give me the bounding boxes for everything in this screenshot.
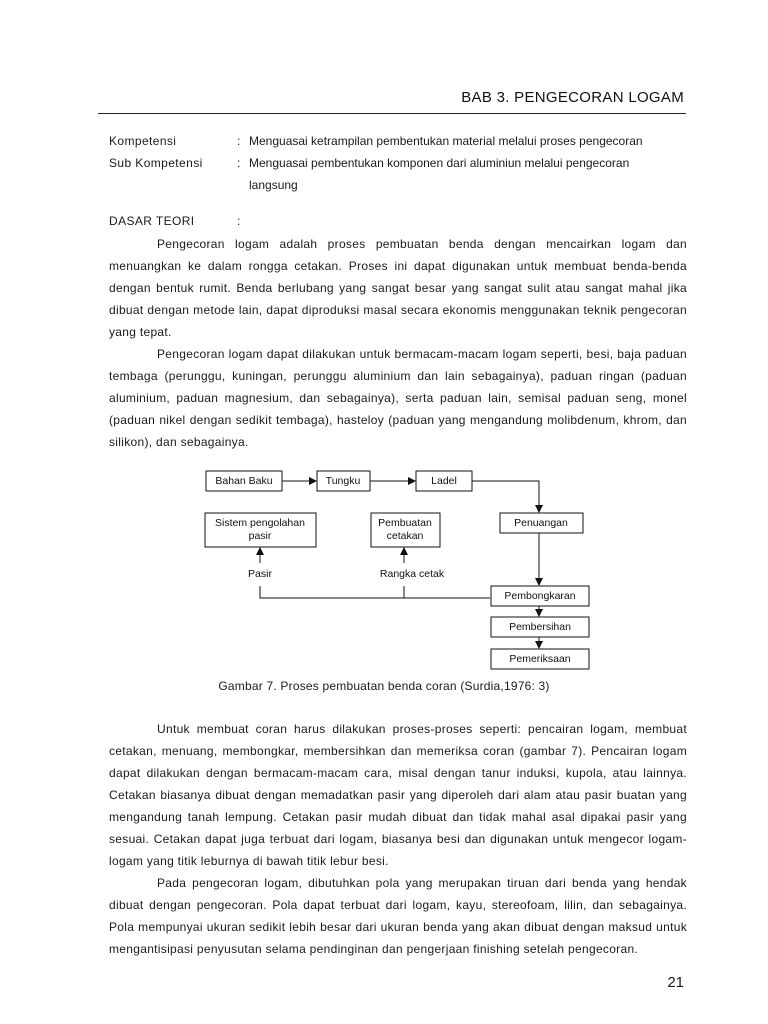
outro-text bbox=[109, 718, 687, 960]
label-penuangan: Penuangan bbox=[514, 517, 568, 529]
label-pembuatan-line2: cetakan bbox=[386, 530, 424, 542]
label-pembongkaran: Pembongkaran bbox=[504, 590, 576, 602]
outro-paragraph-1: Untuk membuat coran harus dilakukan proses-proses seperti: pencairan logam, membuat cetakan, menuang, membongkar, membersihkan dan memeriksa coran (gambar 7). Pencairan logam dapat dilakukan dengan bermacam-macam cara, misal dengan tanur induksi, kupola, atau lainnya. Cetakan biasanya dibuat dengan memadatkan pasir yang diperoleh dari alam atau pasir buatan yang mengandung tanah lempung. Cetakan pasir mudah dibuat dan tidak mahal asal dipakai pasir yang sesuai. Cetakan dapat juga terbuat dari logam, biasanya besi dan digunakan untuk mengecor logam-logam yang titik leburnya di bawah titik lebur besi. bbox=[109, 722, 687, 868]
kompetensi-value: Menguasai ketrampilan pembentukan material melalui proses pengecoran bbox=[249, 134, 643, 148]
label-pemeriksaan: Pemeriksaan bbox=[509, 653, 571, 665]
dasar-teori-label: DASAR TEORI bbox=[109, 214, 195, 228]
label-tungku: Tungku bbox=[325, 475, 361, 487]
arrow-ladel-to-penuangan bbox=[472, 481, 539, 512]
box-pembuatan-cetakan bbox=[371, 513, 440, 547]
label-sistem-line1: Sistem pengolahan bbox=[215, 517, 305, 529]
kompetensi-label: Kompetensi bbox=[109, 134, 177, 148]
sub-kompetensi-value-line2: langsung bbox=[249, 178, 298, 192]
dasar-teori-colon: : bbox=[237, 214, 241, 228]
label-ladel: Ladel bbox=[431, 475, 457, 487]
box-penuangan bbox=[500, 513, 583, 533]
label-bahan-baku: Bahan Baku bbox=[215, 475, 273, 487]
box-tungku bbox=[317, 471, 370, 491]
intro-paragraph-1: Pengecoran logam adalah proses pembuatan benda dengan mencairkan logam dan menuangkan ke dalam rongga cetakan. Proses ini dapat digunakan untuk membuat benda-benda dengan bentuk rumit. Benda berlubang yang sangat besar yang sangat sulit atau sangat mahal jika dibuat dengan metode lain, dapat diproduksi masal secara ekonomis menggunakan teknik pengecoran yang tepat. bbox=[109, 237, 687, 339]
chapter-title: BAB 3. PENGECORAN LOGAM bbox=[461, 89, 684, 106]
box-sistem-pengolahan-pasir bbox=[205, 513, 316, 547]
header-rule bbox=[98, 113, 686, 114]
sub-kompetensi-colon: : bbox=[237, 156, 241, 170]
outro-paragraph-2: Pada pengecoran logam, dibutuhkan pola yang merupakan tiruan dari benda yang hendak dibuat dengan pengecoran. Pola dapat terbuat dari logam, kayu, stereofoam, lilin, dan sebagainya. Pola mempunyai ukuran sedikit lebih besar dari ukuran benda yang akan dibuat dengan maksud untuk mengantisipasi penyusutan selama pendinginan dan pengerjaan finishing setelah pengecoran. bbox=[109, 876, 687, 956]
box-ladel bbox=[416, 471, 472, 491]
intro-text bbox=[109, 233, 687, 453]
return-line-pasir bbox=[260, 586, 490, 598]
figure-caption: Gambar 7. Proses pembuatan benda coran (Surdia,1976: 3) bbox=[218, 679, 550, 693]
sub-kompetensi-value-line1: Menguasai pembentukan komponen dari aluminiun melalui pengecoran bbox=[249, 156, 630, 170]
box-pembongkaran bbox=[491, 586, 589, 606]
label-pasir: Pasir bbox=[248, 568, 272, 580]
label-pembersihan: Pembersihan bbox=[509, 621, 571, 633]
intro-paragraph-2: Pengecoran logam dapat dilakukan untuk bermacam-macam logam seperti, besi, baja paduan tembaga (perunggu, kuningan, perunggu aluminium dan lain sebagainya), paduan ringan (paduan aluminium, paduan magnesium, dan sebagainya), serta paduan lain, semisal paduan seng, monel (paduan nikel dengan sedikit tembaga), hasteloy (paduan yang mengandung molibdenum, khrom, dan silikon), dan sebagainya. bbox=[109, 347, 687, 449]
box-bahan-baku bbox=[206, 471, 282, 491]
sub-kompetensi-label: Sub Kompetensi bbox=[109, 156, 203, 170]
page-number: 21 bbox=[667, 974, 684, 991]
kompetensi-colon: : bbox=[237, 134, 241, 148]
box-pemeriksaan bbox=[491, 649, 589, 669]
label-sistem-line2: pasir bbox=[248, 530, 272, 542]
label-rangka-cetak: Rangka cetak bbox=[379, 568, 445, 580]
label-pembuatan-line1: Pembuatan bbox=[378, 517, 432, 529]
box-pembersihan bbox=[491, 617, 589, 637]
